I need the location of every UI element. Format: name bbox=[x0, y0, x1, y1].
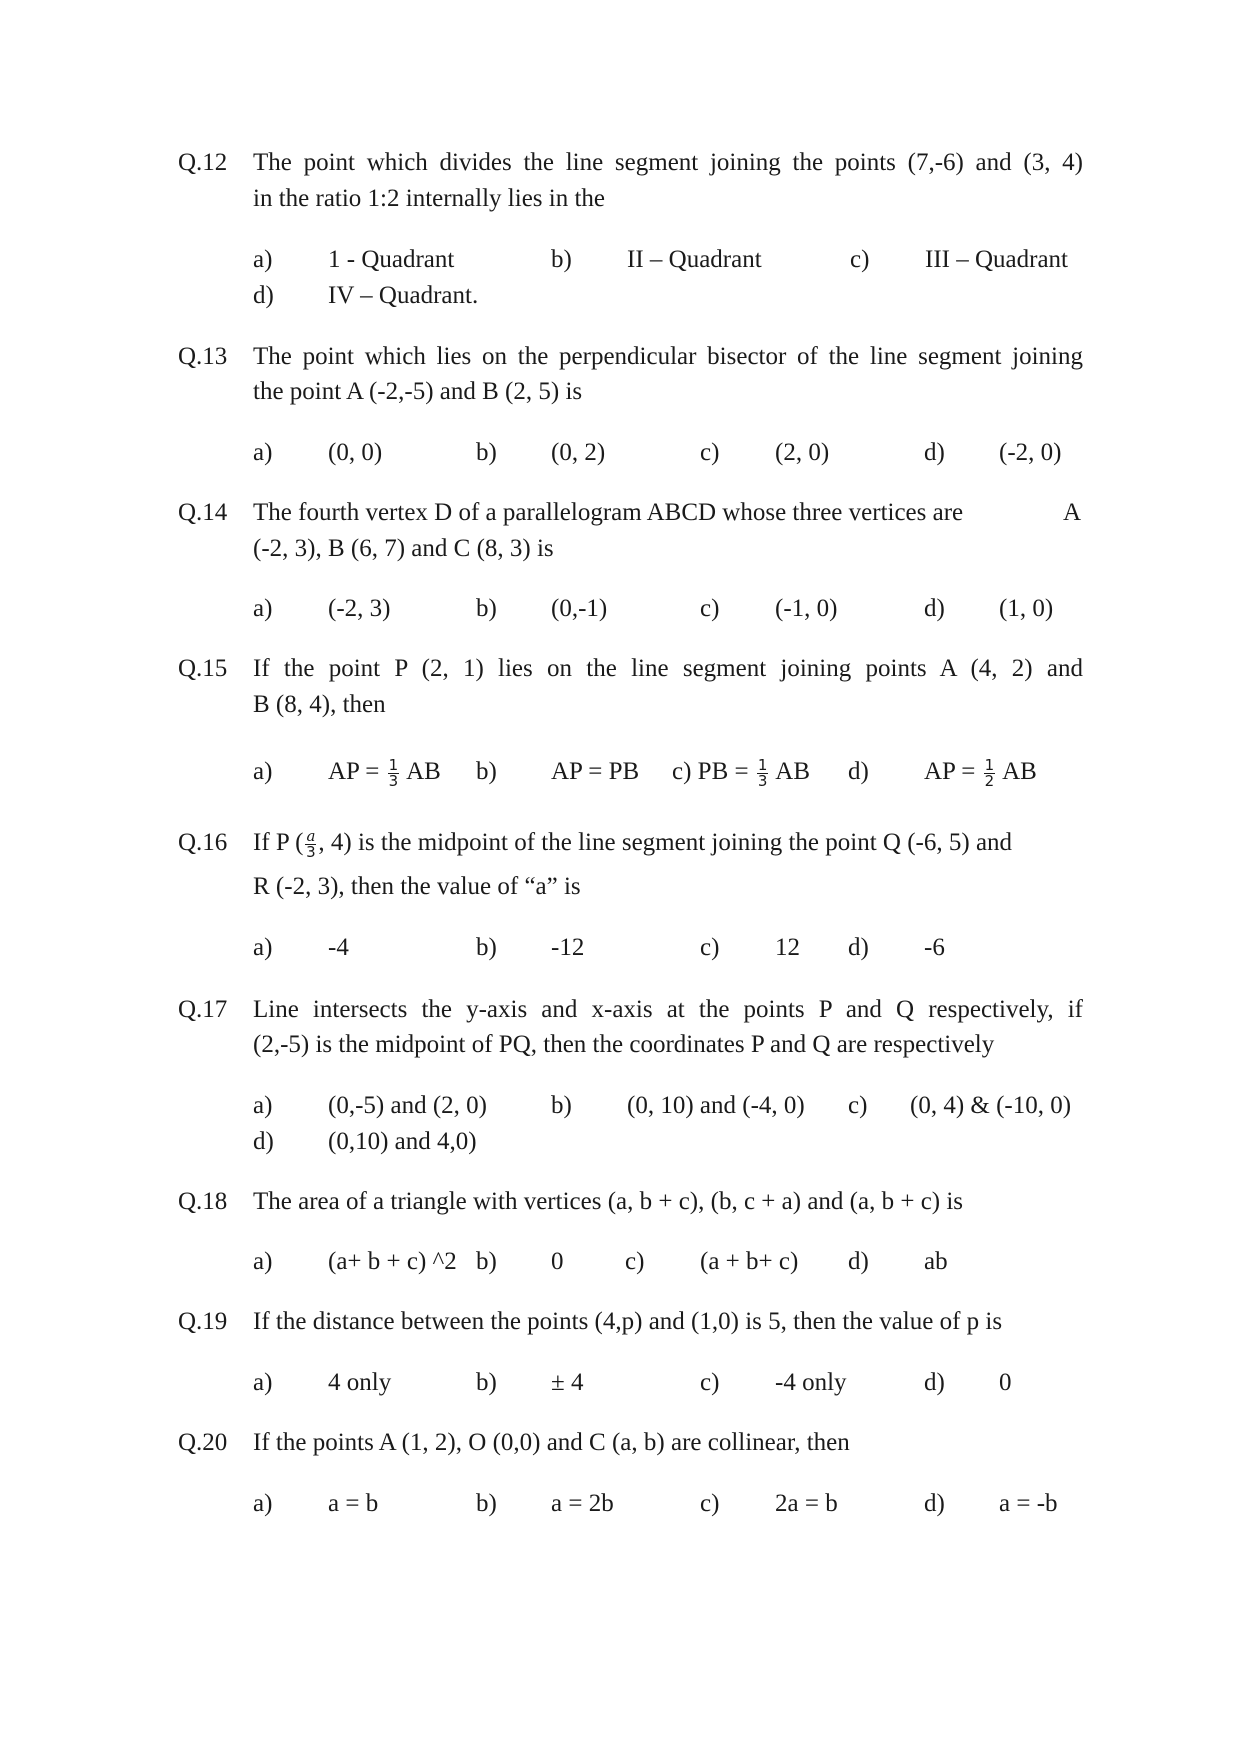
fraction bbox=[305, 826, 316, 861]
option-label: a) bbox=[253, 1248, 273, 1275]
option-label: a) bbox=[253, 1369, 273, 1396]
option-b: II – Quadrant bbox=[627, 246, 762, 273]
option-c: III – Quadrant bbox=[925, 246, 1068, 273]
option-label: b) bbox=[551, 246, 572, 273]
option-label: a) bbox=[253, 1490, 273, 1517]
option-a: a = b bbox=[328, 1490, 379, 1517]
question-text: If the distance between the points (4,p) and (1,0) is 5, then the value of p is bbox=[253, 1308, 1003, 1335]
option-label: c) bbox=[700, 934, 720, 961]
option-b: -12 bbox=[551, 934, 585, 961]
denominator: 3 bbox=[757, 771, 768, 790]
numerator: 1 bbox=[388, 755, 399, 774]
option-d: 0 bbox=[999, 1369, 1012, 1396]
question-text: The fourth vertex D of a parallelogram ABCD whose three vertices are bbox=[253, 499, 964, 526]
question-number: Q.20 bbox=[178, 1429, 228, 1456]
option-a: (0,-5) and (2, 0) bbox=[328, 1092, 487, 1119]
option-label: a) bbox=[253, 1092, 273, 1119]
option-label: d) bbox=[848, 934, 869, 961]
option-label: d) bbox=[924, 439, 945, 466]
question-number: Q.12 bbox=[178, 149, 228, 176]
option-b: (0, 10) and (-4, 0) bbox=[627, 1092, 805, 1119]
option-d-rhs: AB bbox=[1002, 758, 1037, 785]
option-label: b) bbox=[476, 1248, 497, 1275]
numerator: 1 bbox=[757, 755, 768, 774]
question-number: Q.14 bbox=[178, 499, 228, 526]
question-number: Q.19 bbox=[178, 1308, 228, 1335]
option-d bbox=[924, 757, 1037, 789]
option-label: d) bbox=[253, 282, 274, 309]
option-b: AP = PB bbox=[551, 758, 640, 785]
option-label: c) bbox=[700, 1369, 720, 1396]
option-a-lhs: AP = bbox=[328, 758, 380, 785]
fraction bbox=[757, 755, 769, 790]
option-label: a) bbox=[253, 439, 273, 466]
question-text: A bbox=[1063, 499, 1082, 526]
option-label: c) bbox=[700, 595, 720, 622]
option-c-rhs: AB bbox=[775, 758, 811, 785]
option-label: d) bbox=[924, 1490, 945, 1517]
question-text: If the point P (2, 1) lies on the line segment joining points A (4, 2) and bbox=[253, 655, 1083, 682]
question-text: Line intersects the y-axis and x-axis at the points P and Q respectively, if bbox=[253, 996, 1083, 1023]
option-label: b) bbox=[476, 1369, 497, 1396]
option-label: a) bbox=[253, 595, 273, 622]
option-d: -6 bbox=[924, 934, 945, 961]
option-c: 2a = b bbox=[775, 1490, 838, 1517]
option-label: a) bbox=[253, 246, 273, 273]
option-d: (-2, 0) bbox=[999, 439, 1062, 466]
option-a: (0, 0) bbox=[328, 439, 383, 466]
denominator: 2 bbox=[984, 771, 995, 790]
option-b: 0 bbox=[551, 1248, 564, 1275]
option-label: b) bbox=[476, 1490, 497, 1517]
question-text bbox=[253, 828, 1012, 860]
denominator: 3 bbox=[388, 771, 399, 790]
question-text: The point which lies on the perpendicular bisector of the line segment joining bbox=[253, 343, 1083, 370]
question-text: the point A (-2,-5) and B (2, 5) is bbox=[253, 378, 583, 405]
question-text-start: If P ( bbox=[253, 829, 304, 856]
question-text: The point which divides the line segment joining the points (7,-6) and (3, 4) bbox=[253, 149, 1083, 176]
option-label: b) bbox=[476, 595, 497, 622]
option-a bbox=[328, 757, 441, 789]
option-a: 4 only bbox=[328, 1369, 392, 1396]
question-text: R (-2, 3), then the value of “a” is bbox=[253, 873, 581, 900]
option-d-lhs: AP = bbox=[924, 758, 976, 785]
numerator: 1 bbox=[984, 755, 995, 774]
question-number: Q.15 bbox=[178, 655, 228, 682]
option-c: (0, 4) & (-10, 0) bbox=[910, 1092, 1072, 1119]
option-c: 12 bbox=[775, 934, 800, 961]
question-text: (-2, 3), B (6, 7) and C (8, 3) is bbox=[253, 535, 554, 562]
option-d: (0,10) and 4,0) bbox=[328, 1128, 477, 1155]
question-number: Q.18 bbox=[178, 1188, 228, 1215]
option-label: d) bbox=[253, 1128, 274, 1155]
option-b: a = 2b bbox=[551, 1490, 614, 1517]
question-text-end: , 4) is the midpoint of the line segment joining the point Q (-6, 5) and bbox=[318, 829, 1013, 856]
option-label: d) bbox=[848, 1248, 869, 1275]
question-number: Q.13 bbox=[178, 343, 228, 370]
option-c: (a + b+ c) bbox=[700, 1248, 799, 1275]
question-number: Q.17 bbox=[178, 996, 228, 1023]
option-a-rhs: AB bbox=[406, 758, 441, 785]
option-label: c) bbox=[850, 246, 870, 273]
option-b: (0,-1) bbox=[551, 595, 608, 622]
fraction bbox=[388, 755, 400, 790]
option-label: d) bbox=[848, 758, 869, 785]
option-label: c) bbox=[625, 1248, 645, 1275]
option-label: c) bbox=[848, 1092, 868, 1119]
question-text: in the ratio 1:2 internally lies in the bbox=[253, 185, 606, 212]
option-label: b) bbox=[476, 934, 497, 961]
option-label: b) bbox=[476, 758, 497, 785]
option-d: a = -b bbox=[999, 1490, 1058, 1517]
option-c bbox=[672, 757, 810, 789]
option-label: d) bbox=[924, 595, 945, 622]
option-d: IV – Quadrant. bbox=[328, 282, 479, 309]
option-a: 1 - Quadrant bbox=[328, 246, 455, 273]
option-label: a) bbox=[253, 934, 273, 961]
option-a: -4 bbox=[328, 934, 349, 961]
option-label: b) bbox=[476, 439, 497, 466]
question-text: B (8, 4), then bbox=[253, 691, 386, 718]
denominator: 3 bbox=[306, 842, 316, 861]
option-label: a) bbox=[253, 758, 273, 785]
option-c: -4 only bbox=[775, 1369, 847, 1396]
option-b: (0, 2) bbox=[551, 439, 606, 466]
option-a: (-2, 3) bbox=[328, 595, 391, 622]
option-d: ab bbox=[924, 1248, 948, 1275]
option-c: (2, 0) bbox=[775, 439, 830, 466]
option-label: c) bbox=[700, 1490, 720, 1517]
numerator: a bbox=[306, 826, 316, 845]
question-text: (2,-5) is the midpoint of PQ, then the coordinates P and Q are respectively bbox=[253, 1031, 995, 1058]
option-c: (-1, 0) bbox=[775, 595, 838, 622]
option-label: c) bbox=[672, 758, 692, 785]
fraction bbox=[984, 755, 996, 790]
question-number: Q.16 bbox=[178, 829, 228, 856]
option-c-lhs: PB = bbox=[697, 758, 749, 785]
option-d: (1, 0) bbox=[999, 595, 1054, 622]
option-label: d) bbox=[924, 1369, 945, 1396]
question-text: The area of a triangle with vertices (a, b + c), (b, c + a) and (a, b + c) is bbox=[253, 1188, 964, 1215]
option-a: (a+ b + c) ^2 bbox=[328, 1248, 457, 1275]
option-label: c) bbox=[700, 439, 720, 466]
question-text: If the points A (1, 2), O (0,0) and C (a, b) are collinear, then bbox=[253, 1429, 850, 1456]
option-b: ± 4 bbox=[551, 1369, 584, 1396]
option-label: b) bbox=[551, 1092, 572, 1119]
